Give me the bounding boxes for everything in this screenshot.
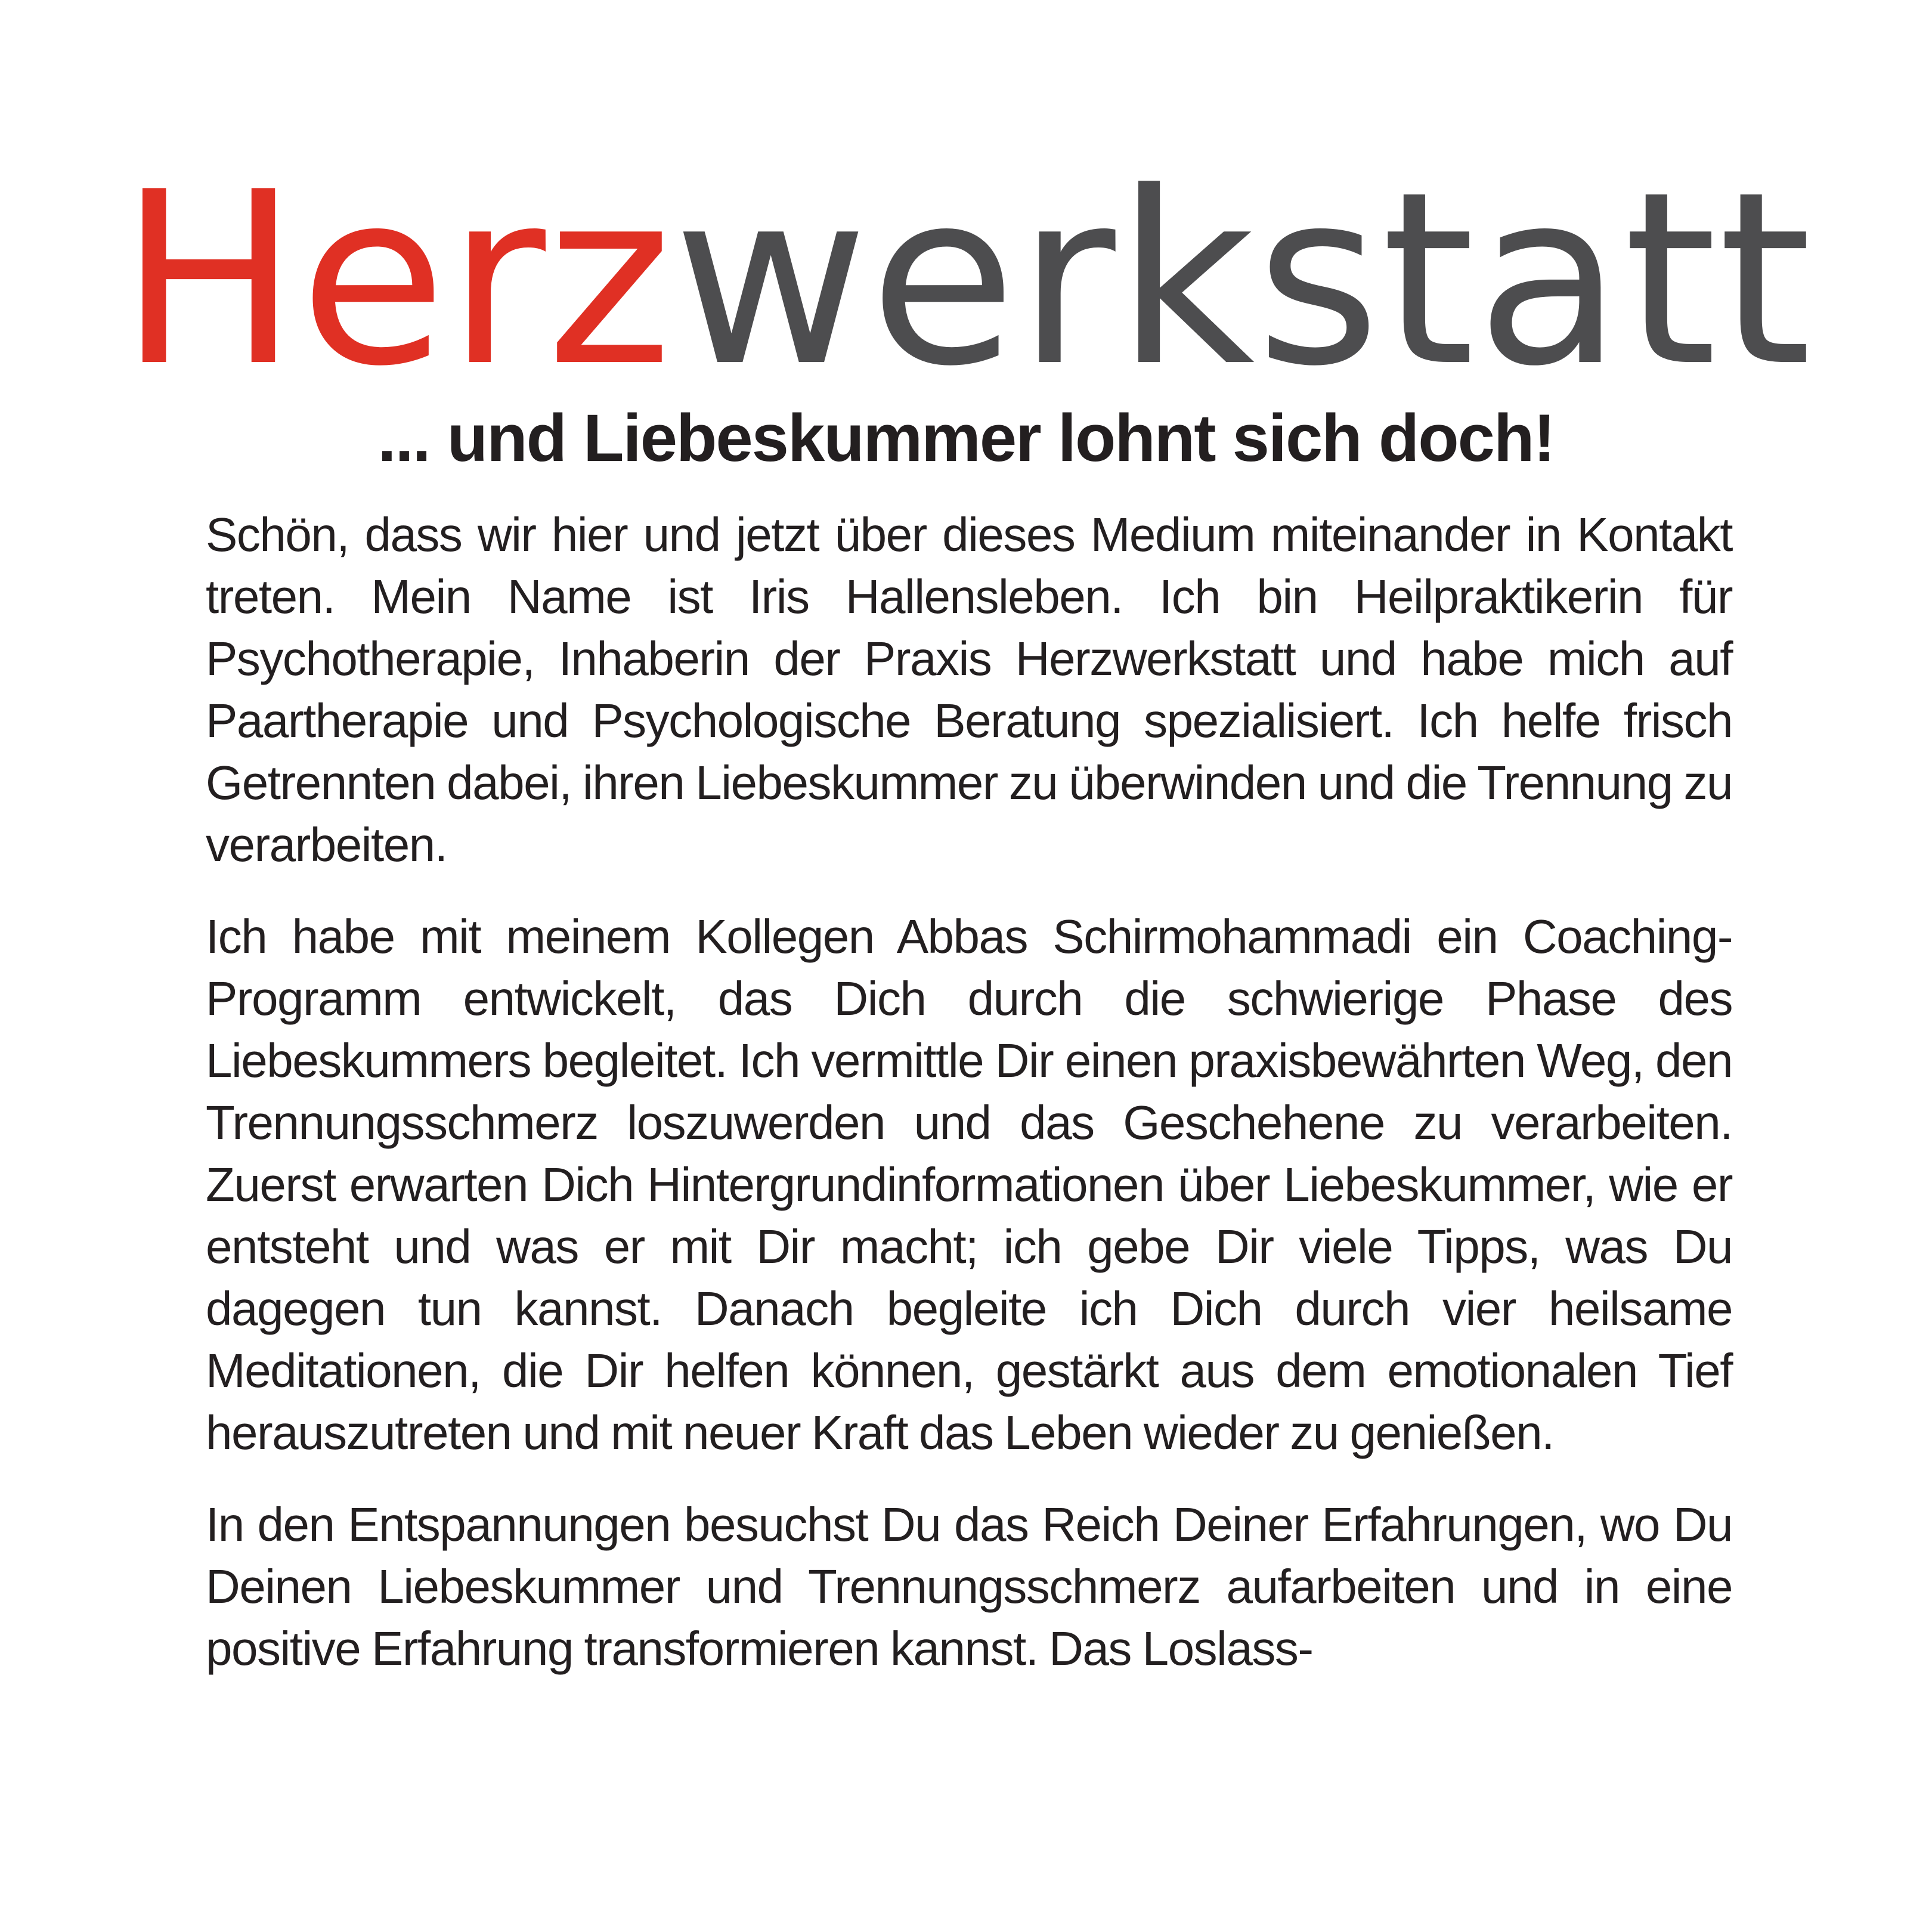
paragraph-relaxation: In den Entspannungen besuchst Du das Reich Deiner Erfahrungen, wo Du Deinen Liebeskummer und Trennungsschmerz aufarbeiten und in eine positive Erfahrung transformieren kannst. Das Loslass-	[206, 1498, 1732, 1675]
title-accent-word: Herz	[119, 141, 673, 419]
page-title	[0, 141, 1932, 419]
title-rest-word: werkstatt	[673, 141, 1813, 419]
paragraph-program: Ich habe mit meinem Kollegen Abbas Schirmohammadi ein Coaching-Programm entwickelt, das Dich durch die schwierige Phase des Liebeskummers begleitet. Ich vermittle Dir einen praxisbewährten Weg, den Trennungsschmerz loszuwerden und das Geschehene zu verarbeiten. Zuerst erwarten Dich Hintergrundinformationen über Liebeskummer, wie er entsteht und was er mit Dir macht; ich gebe Dir viele Tipps, was Du dagegen tun kannst. Danach begleite ich Dich durch vier heilsame Meditationen, die Dir helfen können, gestärkt aus dem emotionalen Tief herauszutreten und mit neuer Kraft das Leben wieder zu genießen.	[206, 910, 1732, 1459]
page-subtitle: ... und Liebeskummer lohnt sich doch!	[377, 401, 1555, 475]
paragraph-intro: Schön, dass wir hier und jetzt über dieses Medium miteinander in Kontakt treten. Mein Name ist Iris Hallensleben. Ich bin Heilpraktikerin für Psychotherapie, Inhaberin der Praxis Herzwerkstatt und habe mich auf Paartherapie und Psychologische Beratung spezialisiert. Ich helfe frisch Getrennten dabei, ihren Liebeskummer zu überwinden und die Trennung zu verarbeiten.	[206, 508, 1732, 871]
body-text	[206, 504, 1732, 1710]
